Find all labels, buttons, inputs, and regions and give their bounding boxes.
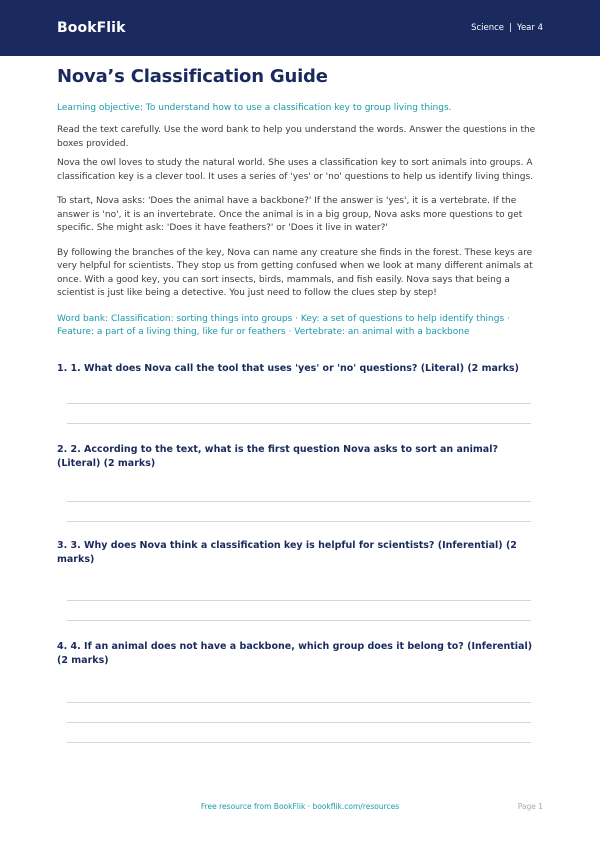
question-3: 3. 3. Why does Nova think a classification key is helpful for scientists? (Inferential) (2 marks) xyxy=(57,539,517,565)
word-bank: Word bank: Classification: sorting things into groups · Key: a set of questions to help identify things · Feature: a part of a living thing, like fur or feathers · Vertebrate: an animal with a backbone xyxy=(57,313,510,337)
answer-line[interactable] xyxy=(67,742,531,743)
question-2: 2. 2. According to the text, what is the first question Nova asks to sort an animal? (Literal) (2 marks) xyxy=(57,443,498,469)
answer-line[interactable] xyxy=(67,403,531,404)
page-header xyxy=(0,0,600,56)
answer-line[interactable] xyxy=(67,620,531,621)
meta-separator: | xyxy=(509,23,512,33)
question-1: 1. 1. What does Nova call the tool that uses 'yes' or 'no' questions? (Literal) (2 marks) xyxy=(57,362,519,374)
answer-line[interactable] xyxy=(67,722,531,723)
reading-paragraph: To start, Nova asks: 'Does the animal have a backbone?' If the answer is 'yes', it is a vertebrate. If the answer is 'no', it is an invertebrate. Once the animal is in a big group, Nova asks more questions to get specific. She might ask: 'Does it have feathers?' or 'Does it live in water?' xyxy=(57,196,523,233)
answer-line[interactable] xyxy=(67,521,531,522)
instructions: Read the text carefully. Use the word bank to help you understand the words. Answer the questions in the boxes provided. xyxy=(57,125,536,149)
footer-credit[interactable]: Free resource from BookFlik · bookflik.com/resources xyxy=(200,802,400,811)
worksheet-content xyxy=(57,64,543,743)
reading-paragraph: By following the branches of the key, Nova can name any creature she finds in the forest. These keys are very helpful for scientists. They stop us from getting confused when we look at many different animals at once. With a good key, you can sort insects, birds, mammals, and fish easily. Nova says that being a scientist is just like being a detective. You just need to follow the clues step by step! xyxy=(57,247,533,298)
page-title: Nova’s Classification Guide xyxy=(57,66,328,87)
answer-line[interactable] xyxy=(67,600,531,601)
answer-line[interactable] xyxy=(67,702,531,703)
answer-line[interactable] xyxy=(67,423,531,424)
answer-line[interactable] xyxy=(67,501,531,502)
brand-logo: BookFlik xyxy=(57,20,126,36)
subject-label: Science xyxy=(471,23,505,33)
year-label: Year 4 xyxy=(516,23,543,33)
page-number: Page 1 xyxy=(517,802,543,811)
subject-year xyxy=(471,23,543,33)
page-footer xyxy=(0,802,600,814)
reading-paragraph: Nova the owl loves to study the natural world. She uses a classification key to sort animals into groups. A classification key is a clever tool. It uses a series of 'yes' or 'no' questions to help us identify living things. xyxy=(57,158,534,182)
question-4: 4. 4. If an animal does not have a backbone, which group does it belong to? (Inferential) (2 marks) xyxy=(57,640,533,666)
learning-objective: Learning objective: To understand how to use a classification key to group living things. xyxy=(57,103,452,113)
